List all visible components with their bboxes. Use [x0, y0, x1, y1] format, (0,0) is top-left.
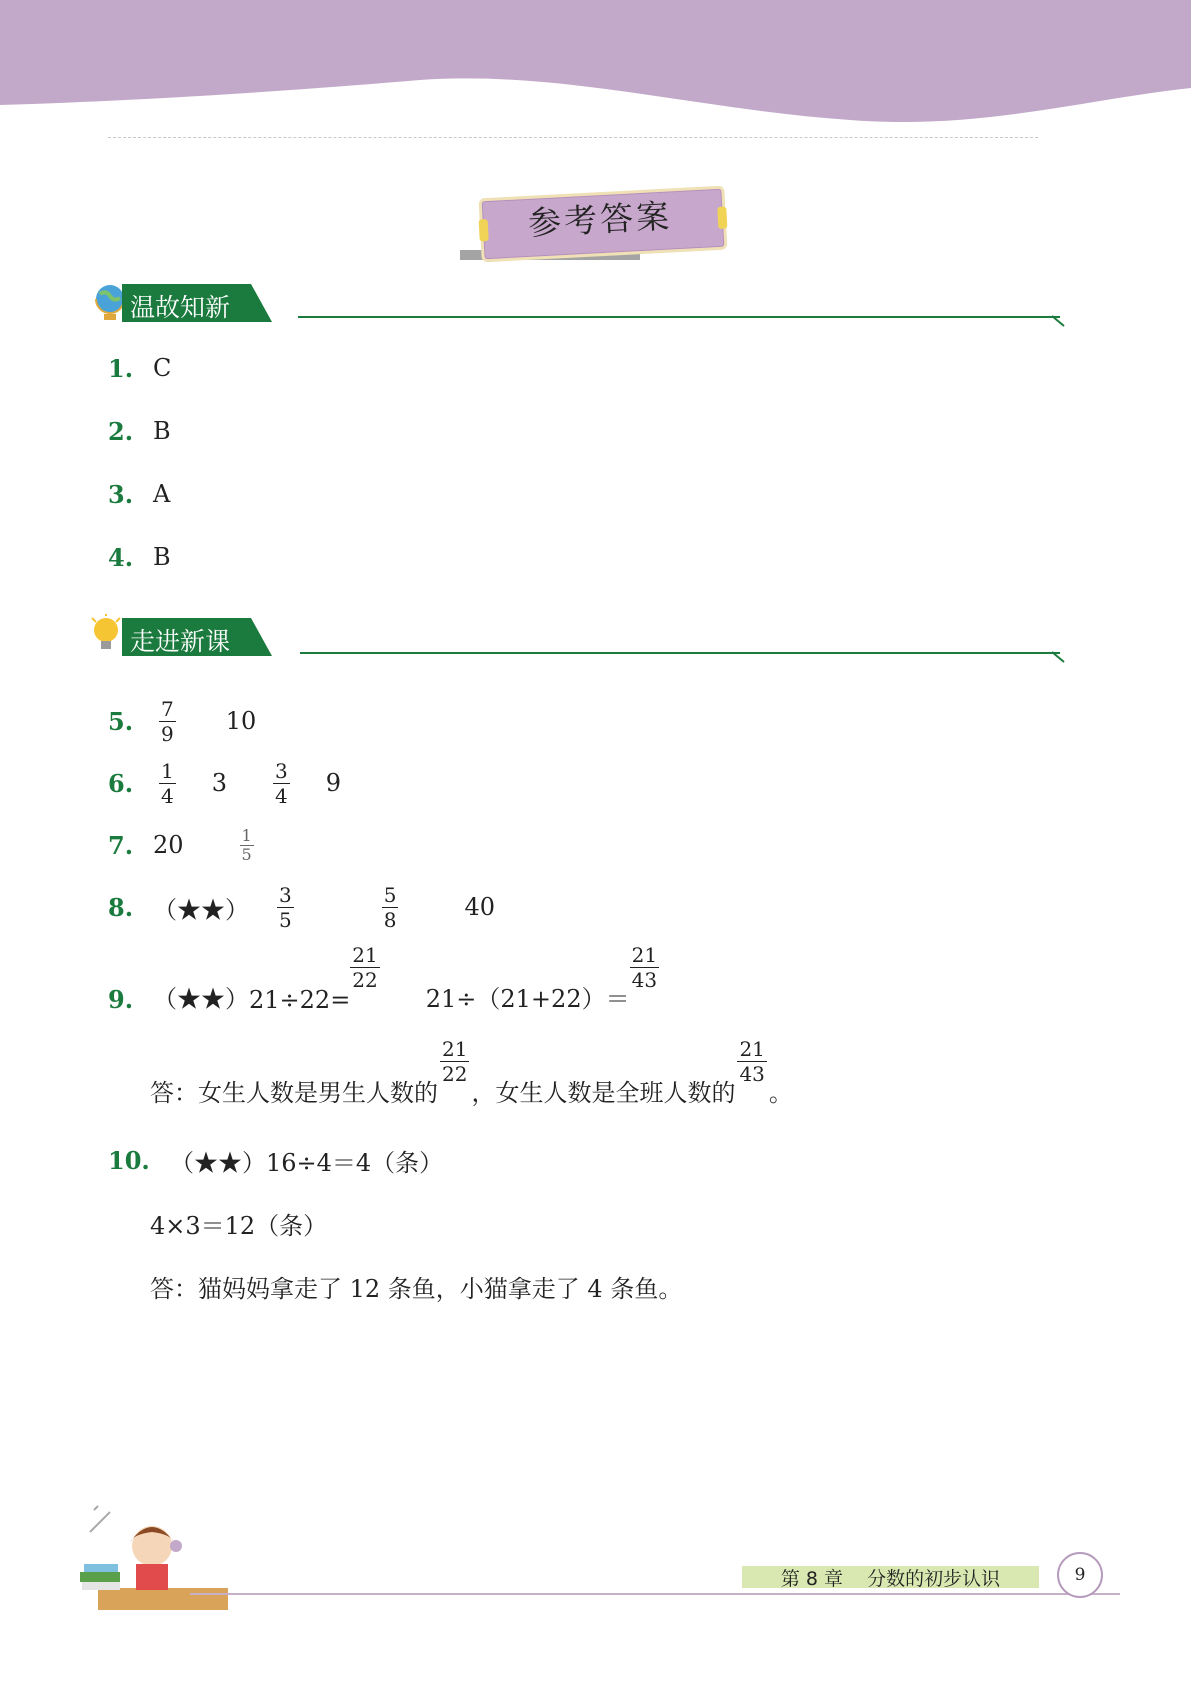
- expression: 21÷（21+22）＝: [425, 985, 630, 1013]
- answer-text: ，女生人数是全班人数的: [471, 1079, 736, 1107]
- fraction: [240, 827, 254, 864]
- page-number: 9: [1057, 1552, 1103, 1598]
- answer-value: 3: [211, 769, 228, 797]
- denominator: 8: [383, 907, 397, 932]
- numerator: 1: [161, 758, 174, 783]
- difficulty-stars: （★★）: [153, 895, 249, 924]
- answer-value: 10: [225, 707, 257, 735]
- fraction: [737, 1037, 766, 1086]
- question-number: 1.: [108, 353, 134, 383]
- section-header-new-lesson: [90, 614, 1070, 660]
- section-underline: [300, 652, 1060, 654]
- question-number: 3.: [108, 479, 134, 509]
- header-dashed-divider: [108, 137, 1038, 138]
- question-number: 5.: [108, 706, 134, 736]
- denominator: 22: [442, 1062, 468, 1086]
- answer-sentence-q9: [150, 1037, 793, 1114]
- section-underline-end: [1052, 650, 1068, 664]
- answer-value: 20: [153, 831, 184, 859]
- answer-text: 答：猫妈妈拿走了 12 条鱼，小猫拿走了 4 条鱼。: [150, 1274, 683, 1303]
- denominator: 5: [241, 844, 252, 864]
- section-label: 走进新课: [130, 627, 231, 656]
- header-wave-banner: [0, 0, 1191, 130]
- numerator: 7: [161, 696, 174, 721]
- denominator: 5: [279, 907, 292, 932]
- denominator: 4: [275, 783, 288, 808]
- answer-text: C: [153, 354, 172, 382]
- numerator: 3: [279, 882, 292, 907]
- answer-text: 答：女生人数是男生人数的: [150, 1079, 438, 1107]
- answer-text: B: [153, 543, 171, 571]
- fraction: [630, 943, 659, 992]
- fraction: [159, 697, 176, 746]
- footer-divider: [190, 1593, 1120, 1595]
- answer-row: [108, 537, 171, 577]
- denominator: 43: [739, 1062, 765, 1086]
- title-badge: [470, 182, 730, 262]
- answer-row: [108, 474, 170, 514]
- denominator: 43: [631, 968, 658, 992]
- answer-row: [108, 411, 171, 451]
- numerator: 21: [442, 1037, 468, 1061]
- numerator: 1: [241, 825, 252, 845]
- answer-text: A: [153, 480, 171, 508]
- denominator: 4: [161, 783, 174, 808]
- numerator: 21: [352, 943, 378, 967]
- question-number: 4.: [108, 542, 134, 572]
- numerator: 21: [739, 1037, 765, 1061]
- fraction: [382, 883, 399, 932]
- answer-text: 。: [768, 1079, 793, 1107]
- question-number: 8.: [108, 892, 134, 922]
- fraction: [350, 943, 379, 992]
- question-number: 9.: [108, 985, 134, 1014]
- answer-value: 40: [464, 893, 496, 921]
- answer-row-q7: [108, 820, 260, 870]
- fraction: [440, 1037, 469, 1086]
- answer-value: 9: [325, 769, 342, 797]
- denominator: 9: [161, 721, 174, 746]
- answer-row-q8: [108, 882, 495, 932]
- answer-text: 4×3＝12（条）: [150, 1211, 328, 1240]
- question-number: 6.: [108, 768, 134, 798]
- fraction: [277, 883, 294, 932]
- section-underline: [298, 316, 1060, 318]
- answer-row-q5: [108, 696, 256, 746]
- answer-row: [108, 348, 171, 388]
- answer-line-q10: [150, 1266, 682, 1306]
- student-reading-illustration: [80, 1502, 240, 1622]
- page-title: 参考答案: [527, 196, 674, 243]
- numerator: 3: [275, 758, 288, 783]
- question-number: 10.: [108, 1145, 150, 1175]
- section-label: 温故知新: [130, 293, 231, 322]
- numerator: 5: [383, 882, 397, 907]
- answer-row-q10: [108, 1140, 443, 1180]
- question-number: 2.: [108, 416, 134, 446]
- answer-text: B: [153, 417, 171, 445]
- question-number: 7.: [108, 830, 134, 860]
- section-header-review: [90, 280, 1070, 326]
- section-underline-end: [1052, 314, 1068, 328]
- footer-chapter-label: 第 8 章 分数的初步认识: [742, 1566, 1039, 1588]
- answer-row-q6: [108, 758, 341, 808]
- answer-text: （★★）16÷4＝4（条）: [170, 1148, 444, 1177]
- expression: 21÷22=: [249, 986, 351, 1014]
- fraction: [159, 759, 176, 808]
- answer-line-q10: [150, 1203, 327, 1243]
- numerator: 21: [631, 943, 658, 967]
- answer-row-q9: [108, 943, 665, 1020]
- fraction: [273, 759, 290, 808]
- denominator: 22: [352, 968, 378, 992]
- difficulty-stars: （★★）: [153, 985, 249, 1013]
